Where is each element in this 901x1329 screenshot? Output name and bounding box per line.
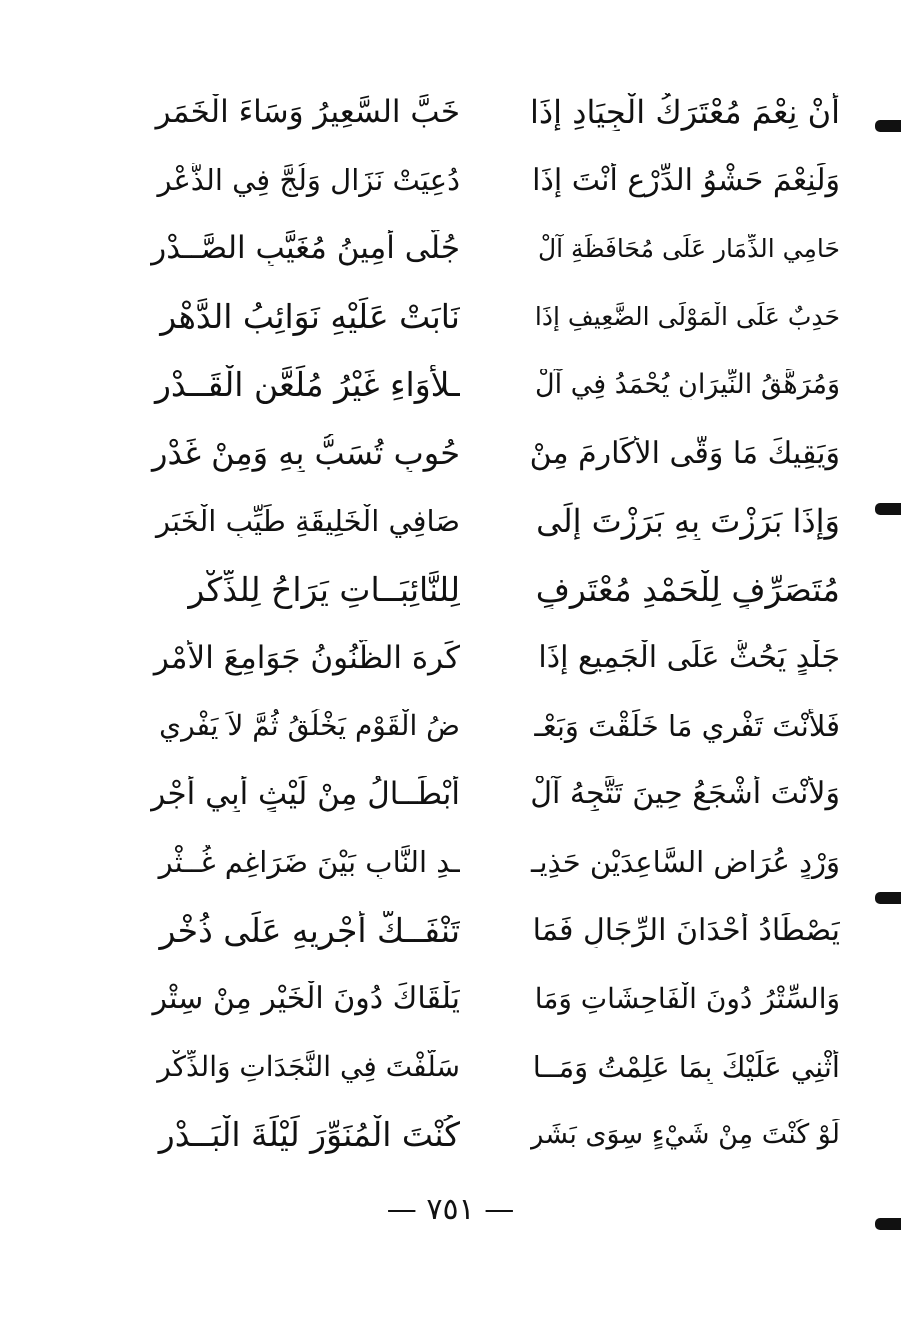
verse-first-hemistich: وَمُرَهَّقُ النِّيرَانِ يُحْمَدُ فِي آلْ [535,369,840,401]
verse-first-hemistich: يَصْطَادُ أُحْدَانَ الرِّجَالِ فَمَا [532,912,840,948]
verse-line [150,351,840,419]
verse-second-hemistich: خَبَّ السَّعِيرُ وَسَاءَ الْخَمَرِ [155,94,460,131]
verse-second-hemistich: لِلنَّائِبَــاتِ يَرَاحُ لِلذِّكْرِ [188,569,460,609]
verse-line [150,624,840,692]
verse-second-hemistich: صَافِي الْخَلِيقَةِ طَيِّبِ الْخَبَرِ [155,504,460,539]
verse-line [150,1033,840,1101]
verse-second-hemistich: كُنْتَ الْمُنَوِّرَ لَيْلَةَ الْبَــدْرِ [158,1115,460,1155]
poem-body [150,78,840,1169]
verse-first-hemistich: أُثْنِي عَلَيْكَ بِمَا عَلِمْتُ وَمَــا [532,1049,840,1084]
page-edge-mark [875,503,901,515]
verse-line [150,78,840,146]
verse-second-hemistich: تَنْفَــكُّ أَجْرِيهِ عَلَى ذُخْرِ [159,910,460,950]
verse-line [150,760,840,828]
verse-line [150,896,840,964]
verse-line [150,692,840,760]
verse-first-hemistich: وَلَنِعْمَ حَشْوُ الدِّرْعِ أَنْتَ إِذَا [532,162,840,198]
verse-second-hemistich: كَرِهَ الظُّنُونُ جَوَامِعَ الأَمْرِ [153,639,460,676]
verse-first-hemistich: أَنْ نِعْمَ مُعْتَرَكُ الْجِيَادِ إِذَا [530,93,840,132]
page-edge-mark [875,892,901,904]
verse-second-hemistich: جُلَّى أَمِينُ مُغَيَّبِ الصَّــدْرِ [151,230,460,267]
verse-first-hemistich: وَإِذَا بَرَزْتَ بِهِ بَرَزْتَ إِلَى [536,502,840,541]
verse-first-hemistich: جَلْدٍ يَحُثُّ عَلَى الْجَمِيعِ إِذَا [538,640,840,676]
verse-line [150,214,840,282]
verse-line [150,283,840,351]
verse-line [150,555,840,623]
verse-first-hemistich: حَامِي الذِّمَارِ عَلَى مُحَافَظَةِ آلْ [537,233,840,263]
page-edge-mark [875,120,901,132]
page-edge-mark [875,1218,901,1230]
verse-first-hemistich: مُتَصَرِّفٍ لِلْحَمْدِ مُعْتَرِفٍ [535,569,840,609]
verse-second-hemistich: ضُ الْقَوْمِ يَخْلُقُ ثُمَّ لاَ يَفْرِي [159,709,460,743]
verse-line [150,487,840,555]
verse-line [150,828,840,896]
verse-second-hemistich: سَلَّفْتَ فِي النَّجَدَاتِ وَالذِّكْرِ [157,1050,460,1084]
page-number: — ٧٥١ — [386,1192,515,1227]
verse-first-hemistich: فَلأَنْتَ تَفْرِي مَا خَلَقْتَ وَبَعْـ [534,708,840,743]
verse-second-hemistich: أَبْطَــالُ مِنْ لَيْثٍ أَبِي أَجْرِ [150,775,460,812]
verse-second-hemistich: ـدِ النَّابِ بَيْنَ ضَرَاغِمٍ غُــثْرِ [158,845,460,880]
verse-first-hemistich: وَيَقِيكَ مَا وَقَّى الأَكَارِمَ مِنْ [530,435,840,471]
verse-second-hemistich: يَلْقَاكَ دُونَ الْخَيْرِ مِنْ سِتْرِ [152,981,460,1017]
verse-first-hemistich: وَلأَنْتَ أَشْجَعُ حِينَ تَتَّجِهُ آلْ [530,776,840,812]
verse-line [150,146,840,214]
verse-second-hemistich: حُوبٍ تُسَبُّ بِهِ وَمِنْ غَدْرِ [152,434,460,473]
verse-line [150,419,840,487]
verse-second-hemistich: دُعِيَتْ نَزَالِ وَلُجَّ فِي الذُّعْرِ [157,163,460,198]
verse-line [150,1101,840,1169]
verse-second-hemistich: ـلأْوَاءِ غَيْرُ مُلَعَّنِ الْقَــدْرِ [154,365,460,405]
verse-first-hemistich: وَالسِّتْرُ دُونَ الْفَاحِشَاتِ وَمَا [534,982,840,1016]
verse-first-hemistich: حَدِبٌ عَلَى الْمَوْلَى الضَّعِيفِ إِذَا [534,302,840,332]
verse-line [150,964,840,1032]
verse-second-hemistich: نَابَتْ عَلَيْهِ نَوَائِبُ الدَّهْرِ [160,297,460,337]
verse-first-hemistich: وَرْدٍ عُرَاضِ السَّاعِدَيْنِ حَذِيـ [531,845,840,880]
verse-first-hemistich: لَوْ كُنْتَ مِنْ شَيْءٍ سِوَى بَشَرٍ [530,1119,840,1151]
